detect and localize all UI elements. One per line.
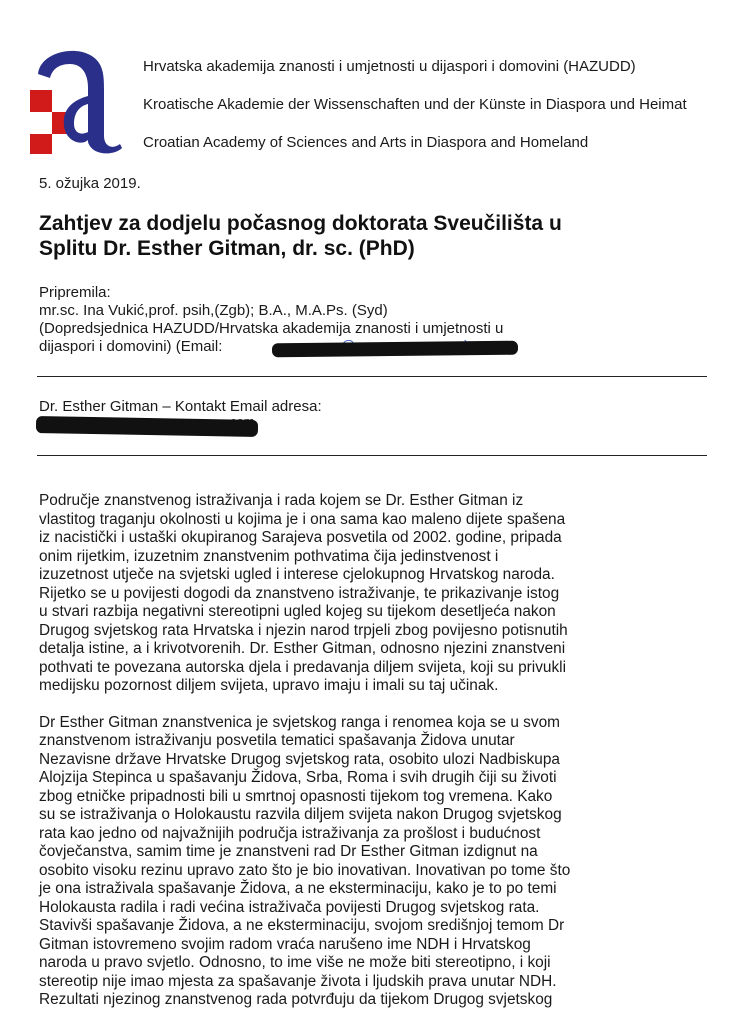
divider [37,455,707,456]
paragraph-line: Drugog svjetskog rata Hrvatska i njezin narod trpjeli zbog povijesno potisnutih [39,621,568,639]
paragraph [39,714,719,1010]
document-date: 5. ožujka 2019. [39,175,141,192]
paragraph-line: vlastitog traganju okolnosti u kojima je i ona sama kao maleno dijete spašena [39,510,566,528]
paragraph-line: izuzetnost utječe na svjetski ugled i interese cjelokupnog Hrvatskog naroda. [39,566,555,583]
document-title [39,211,719,261]
academy-name-en: Croatian Academy of Sciences and Arts in Diaspora and Homeland [143,134,589,151]
prepared-role: (Dopredsjednica HAZUDD/Hrvatska akademija znanosti i umjetnosti u [39,320,504,337]
academy-name-de: Kroatische Akademie der Wissenschaften und der Künste in Diaspora und Heimat [143,96,687,113]
paragraph-line: stereotip nije imao mjesta za spašavanje života i ljudskih prava unutar NDH. [39,972,557,990]
prepared-label: Pripremila: [39,284,111,301]
paragraph-line: u stvari razbija negativni stereotipni ugled kojeg su tijekom desetljeća nakon [39,603,556,620]
paragraph-line: Rijetko se u povijesti dogodi da znanstveno istraživanje, te prikazivanje istog [39,584,560,602]
paragraph-line: naroda u pravo svjetlo. Odnosno, to ime više ne može biti stereotipno, i koji [39,954,551,971]
academy-name-hr: Hrvatska akademija znanosti i umjetnosti u dijaspori i domovini (HAZUDD) [143,58,636,75]
paragraph-line: znanstvenom istraživanju posvetila tematici spašavanja Židova unutar [39,732,515,749]
paragraph-line: pothvati te povezana autorska djela i predavanja diljem svijeta, koji su privukli [39,658,566,676]
title-line: Zahtjev za dodjelu počasnog doktorata Sveučilišta u [39,212,562,235]
prepared-role-end: dijaspori i domovini) (Email: [39,338,223,355]
prepared-author: mr.sc. Ina Vukić,prof. psih,(Zgb); B.A., M.A.Ps. (Syd) [39,302,388,319]
paragraph-line: je ona istraživala spašavanje Židova, a ne eksterminaciju, kako je to po temi [39,880,557,897]
contact-label: Dr. Esther Gitman – Kontakt Email adresa: [39,398,322,415]
academy-names [143,57,743,171]
paragraph-line: Dr Esther Gitman znanstvenica je svjetskog ranga i renomea koja se u svom [39,713,560,731]
paragraph-line: medijsku pozornost diljem svijeta, upravo imaju i imali su taj učinak. [39,677,499,694]
redaction-mark [36,416,258,437]
paragraph-line: Alojzija Stepinca u spašavanju Židova, Srba, Roma i svih drugih čiji su životi [39,769,557,786]
paragraph-line: iz nacističkі i ustaški okupiranog Sarajeva posvetila od 2002. godine, pripada [39,529,562,546]
paragraph-line: Rezultati njezinog znanstvenog rada potvrđuju da tijekom Drugog svjetskog [39,991,553,1008]
hazudd-a-logo-icon [30,44,130,156]
paragraph-line: osobito visoku rezinu upravo zato što je bio inovativan. Inovativan po tome što [39,861,571,879]
paragraph-line: Holokausta radila i radi većina istraživača povijesti Drugog svjetskog rata. [39,898,540,916]
body-text [39,492,719,1024]
paragraph-line: Nezavisne države Hrvatske Drugog svjetskog rata, osobito ulozi Nadbiskupa [39,750,560,768]
paragraph [39,492,719,696]
paragraph-line: su se istraživanja o Holokaustu razvila diljem svijeta nakon Drugog svjetskog [39,806,562,823]
paragraph-line: Područje znanstvenog istraživanja i rada kojem se Dr. Esther Gitman iz [39,492,524,509]
divider [37,376,707,377]
paragraph-line: detalja istine, a i krivotvorenih. Dr. Esther Gitman, odnosno njezini znanstveni [39,640,566,657]
paragraph-line: Gitman istovremeno svojim radom vraća narušeno ime NDH i Hrvatskog [39,935,531,953]
redaction-mark [272,341,518,358]
paragraph-line: rata kao jedno od najvažnijih područja istraživanja za prošlost i budućnost [39,824,541,842]
title-line: Splitu Dr. Esther Gitman, dr. sc. (PhD) [39,237,415,260]
paragraph-line: čovječanstva, samim time je znanstveni rad Dr Esther Gitman izdignut na [39,843,538,860]
paragraph-line: onim rijetkim, izuzetnim znanstvenim pothvatima čija jedinstvenost i [39,547,499,565]
paragraph-line: Stavivši spašavanje Židova, a ne eksterminaciju, svojom središnjoj temom Dr [39,917,565,934]
paragraph-line: zbog etničke pripadnosti bili u smrtnoj opasnosti tijekom tog vremena. Kako [39,787,553,805]
